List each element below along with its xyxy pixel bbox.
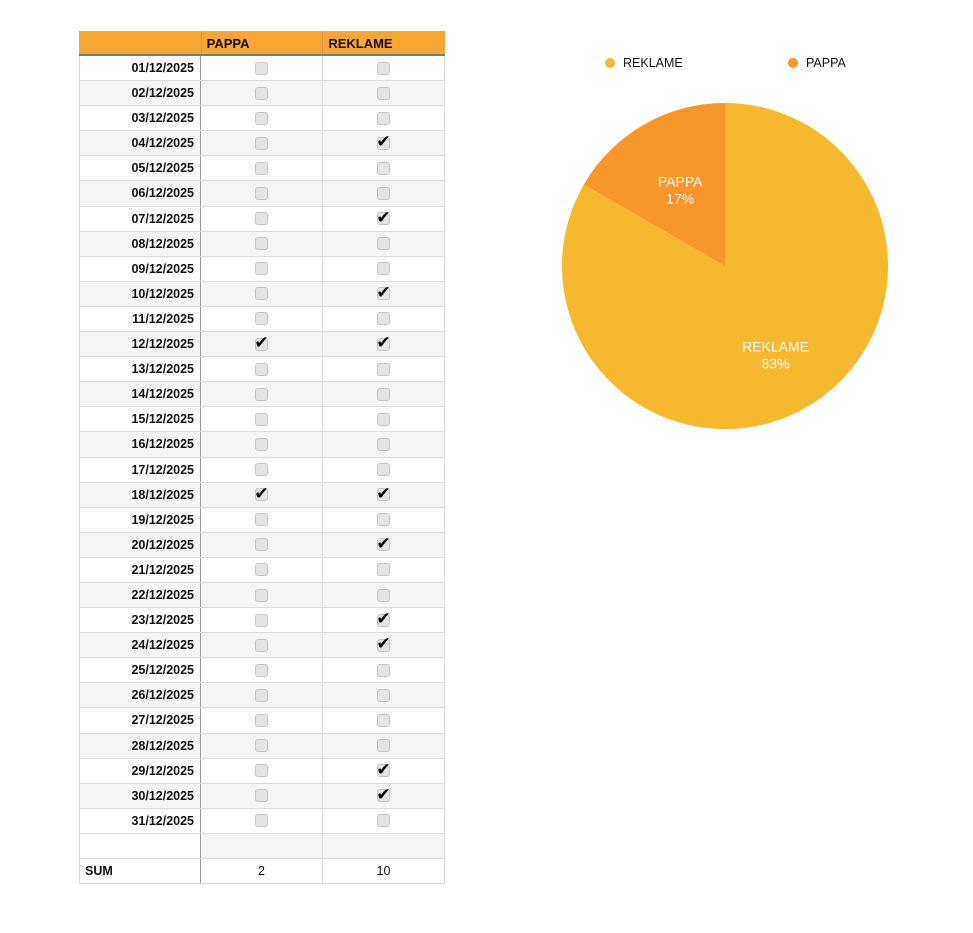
table-row-empty [79, 834, 445, 859]
pappa-checkbox[interactable] [255, 287, 268, 300]
table-header [79, 31, 445, 56]
reklame-checkbox-cell [323, 683, 445, 707]
table-body [79, 56, 445, 834]
reklame-checkbox-cell [323, 558, 445, 582]
reklame-checkbox-cell [323, 156, 445, 180]
pappa-checkbox[interactable] [255, 789, 268, 802]
slice-label-reklame-name: REKLAME [742, 338, 809, 355]
pappa-checkbox[interactable] [255, 87, 268, 100]
reklame-checkbox[interactable] [377, 814, 390, 827]
reklame-checkbox-cell [323, 207, 445, 231]
pappa-checkbox[interactable] [255, 814, 268, 827]
slice-label-pappa-name: PAPPA [657, 173, 703, 190]
header-cell-reklame[interactable]: REKLAME [328, 36, 393, 51]
reklame-checkbox-cell [323, 608, 445, 632]
pappa-checkbox-cell [201, 533, 323, 557]
pappa-checkbox[interactable] [255, 438, 268, 451]
pappa-checkbox-cell [201, 784, 323, 808]
pappa-checkbox[interactable] [255, 262, 268, 275]
pappa-checkbox[interactable] [255, 237, 268, 250]
checkmark-icon: ✔ [376, 784, 391, 804]
slice-label-pappa-percent: 17% [666, 190, 695, 207]
reklame-checkbox-cell [323, 357, 445, 381]
table-row [79, 608, 445, 633]
table-row [79, 583, 445, 608]
date-cell[interactable]: 23/12/2025 [79, 608, 201, 632]
date-cell[interactable]: 11/12/2025 [79, 307, 201, 331]
reklame-checkbox[interactable] [377, 262, 390, 275]
table-row [79, 382, 445, 407]
pappa-checkbox-cell [201, 759, 323, 783]
reklame-checkbox[interactable] [377, 463, 390, 476]
reklame-checkbox-cell [323, 407, 445, 431]
pappa-checkbox[interactable] [255, 363, 268, 376]
date-cell[interactable]: 29/12/2025 [79, 759, 201, 783]
checkmark-icon: ✔ [376, 132, 391, 152]
pappa-checkbox-cell [201, 282, 323, 306]
date-cell[interactable]: 10/12/2025 [79, 282, 201, 306]
date-cell[interactable]: 06/12/2025 [79, 181, 201, 205]
reklame-checkbox-cell [323, 332, 445, 356]
pappa-checkbox-cell [201, 232, 323, 256]
pappa-checkbox-cell [201, 734, 323, 758]
sum-pappa[interactable]: 2 [201, 859, 323, 883]
reklame-checkbox[interactable] [377, 388, 390, 401]
date-cell[interactable]: 16/12/2025 [79, 432, 201, 456]
reklame-checkbox-cell [323, 734, 445, 758]
checkmark-icon: ✔ [376, 333, 391, 353]
date-cell[interactable]: 08/12/2025 [79, 232, 201, 256]
reklame-checkbox-cell [323, 583, 445, 607]
table-row [79, 106, 445, 131]
reklame-checkbox[interactable] [377, 87, 390, 100]
table-row [79, 458, 445, 483]
pappa-checkbox-cell [201, 382, 323, 406]
pappa-checkbox-cell [201, 257, 323, 281]
date-cell[interactable]: 03/12/2025 [79, 106, 201, 130]
reklame-checkbox[interactable] [377, 363, 390, 376]
date-cell[interactable]: 01/12/2025 [79, 56, 201, 80]
reklame-checkbox[interactable] [377, 187, 390, 200]
table-row [79, 558, 445, 583]
header-cell-empty[interactable] [79, 31, 202, 54]
pappa-checkbox[interactable] [255, 664, 268, 677]
pappa-checkbox[interactable] [255, 312, 268, 325]
date-cell[interactable]: 04/12/2025 [79, 131, 201, 155]
date-cell[interactable]: 20/12/2025 [79, 533, 201, 557]
reklame-checkbox-cell [323, 106, 445, 130]
checkmark-icon: ✔ [376, 634, 391, 654]
reklame-checkbox-cell [323, 307, 445, 331]
pappa-checkbox[interactable] [255, 538, 268, 551]
reklame-checkbox-cell [323, 432, 445, 456]
table-row [79, 407, 445, 432]
pappa-checkbox-cell [201, 658, 323, 682]
table-row [79, 658, 445, 683]
pappa-checkbox[interactable] [255, 212, 268, 225]
pappa-checkbox-cell [201, 357, 323, 381]
date-cell[interactable]: 12/12/2025 [79, 332, 201, 356]
reklame-checkbox[interactable] [377, 664, 390, 677]
header-cell-pappa[interactable]: PAPPA [202, 31, 324, 54]
pappa-checkbox-cell [201, 181, 323, 205]
table-row [79, 307, 445, 332]
checkmark-icon: ✔ [376, 609, 391, 629]
pappa-checkbox-cell [201, 458, 323, 482]
sum-label[interactable]: SUM [79, 859, 201, 883]
reklame-checkbox-cell [323, 257, 445, 281]
table-row [79, 156, 445, 181]
pappa-checkbox[interactable] [255, 714, 268, 727]
pappa-checkbox[interactable] [255, 764, 268, 777]
table-row [79, 734, 445, 759]
pappa-checkbox[interactable] [255, 689, 268, 702]
date-cell[interactable]: 25/12/2025 [79, 658, 201, 682]
pappa-checkbox-cell [201, 432, 323, 456]
date-cell[interactable]: 17/12/2025 [79, 458, 201, 482]
date-cell[interactable]: 22/12/2025 [79, 583, 201, 607]
table-row [79, 207, 445, 232]
pappa-checkbox-cell [201, 608, 323, 632]
table-row [79, 282, 445, 307]
sum-row [79, 859, 445, 884]
reklame-checkbox[interactable] [377, 589, 390, 602]
date-cell[interactable]: 09/12/2025 [79, 257, 201, 281]
checkmark-icon: ✔ [376, 533, 391, 553]
table-row [79, 759, 445, 784]
reklame-checkbox-cell [323, 633, 445, 657]
reklame-checkbox[interactable] [377, 112, 390, 125]
pappa-checkbox[interactable] [255, 388, 268, 401]
date-cell[interactable]: 28/12/2025 [79, 734, 201, 758]
pappa-checkbox-cell [201, 708, 323, 732]
spreadsheet-table [79, 31, 445, 884]
reklame-checkbox-cell [323, 282, 445, 306]
date-cell[interactable]: 07/12/2025 [79, 207, 201, 231]
reklame-checkbox-cell [323, 483, 445, 507]
legend-swatch-reklame [605, 58, 615, 68]
date-cell[interactable]: 31/12/2025 [79, 809, 201, 833]
pappa-checkbox[interactable] [255, 513, 268, 526]
date-cell[interactable]: 13/12/2025 [79, 357, 201, 381]
reklame-checkbox-cell [323, 759, 445, 783]
date-cell[interactable]: 18/12/2025 [79, 483, 201, 507]
reklame-checkbox[interactable] [377, 714, 390, 727]
slice-label-reklame-percent: 83% [761, 355, 790, 372]
date-cell[interactable]: 19/12/2025 [79, 508, 201, 532]
pappa-checkbox[interactable] [255, 137, 268, 150]
pappa-checkbox[interactable] [255, 413, 268, 426]
table-row [79, 257, 445, 282]
reklame-checkbox[interactable] [377, 513, 390, 526]
table-row [79, 784, 445, 809]
reklame-checkbox-cell [323, 533, 445, 557]
table-row [79, 432, 445, 457]
pappa-checkbox[interactable] [255, 112, 268, 125]
pappa-checkbox-cell [201, 332, 323, 356]
checkmark-icon: ✔ [376, 283, 391, 303]
table-row [79, 232, 445, 257]
pappa-checkbox-cell [201, 508, 323, 532]
date-cell[interactable]: 30/12/2025 [79, 784, 201, 808]
date-cell[interactable]: 26/12/2025 [79, 683, 201, 707]
reklame-checkbox[interactable] [377, 162, 390, 175]
reklame-checkbox-cell [323, 809, 445, 833]
date-cell[interactable]: 21/12/2025 [79, 558, 201, 582]
checkmark-icon: ✔ [254, 333, 269, 353]
reklame-checkbox-cell [323, 232, 445, 256]
table-row [79, 332, 445, 357]
reklame-checkbox-cell [323, 131, 445, 155]
date-cell[interactable]: 15/12/2025 [79, 407, 201, 431]
checkmark-icon: ✔ [376, 759, 391, 779]
pappa-checkbox-cell [201, 483, 323, 507]
sum-reklame[interactable]: 10 [323, 859, 445, 883]
reklame-checkbox[interactable] [377, 689, 390, 702]
pappa-checkbox-cell [201, 407, 323, 431]
pappa-checkbox-cell [201, 81, 323, 105]
chart-legend [0, 56, 973, 74]
reklame-cell[interactable] [323, 834, 445, 858]
pappa-checkbox-cell [201, 207, 323, 231]
table-row [79, 683, 445, 708]
table-row [79, 633, 445, 658]
pappa-checkbox-cell [201, 131, 323, 155]
table-row [79, 181, 445, 206]
table-row [79, 131, 445, 156]
table-row [79, 357, 445, 382]
reklame-checkbox-cell [323, 181, 445, 205]
legend-label-reklame: REKLAME [623, 56, 683, 70]
pappa-checkbox[interactable] [255, 739, 268, 752]
pie-chart [562, 103, 888, 429]
reklame-checkbox-cell [323, 708, 445, 732]
date-cell[interactable]: 14/12/2025 [79, 382, 201, 406]
date-cell[interactable]: 27/12/2025 [79, 708, 201, 732]
pappa-checkbox-cell [201, 683, 323, 707]
pappa-checkbox-cell [201, 583, 323, 607]
table-row [79, 483, 445, 508]
table-row [79, 809, 445, 834]
date-cell[interactable]: 02/12/2025 [79, 81, 201, 105]
reklame-checkbox-cell [323, 784, 445, 808]
date-cell[interactable]: 05/12/2025 [79, 156, 201, 180]
reklame-checkbox[interactable] [377, 237, 390, 250]
checkmark-icon: ✔ [376, 483, 391, 503]
reklame-checkbox[interactable] [377, 739, 390, 752]
table-row [79, 508, 445, 533]
pappa-checkbox[interactable] [255, 589, 268, 602]
reklame-checkbox[interactable] [377, 563, 390, 576]
pappa-checkbox-cell [201, 106, 323, 130]
legend-label-pappa: PAPPA [806, 56, 846, 70]
date-cell[interactable] [79, 834, 201, 858]
legend-item-reklame[interactable] [605, 56, 683, 70]
reklame-checkbox[interactable] [377, 438, 390, 451]
checkmark-icon: ✔ [376, 207, 391, 227]
reklame-checkbox-cell [323, 658, 445, 682]
pappa-checkbox[interactable] [255, 639, 268, 652]
pappa-checkbox-cell [201, 558, 323, 582]
pappa-checkbox-cell [201, 156, 323, 180]
table-row [79, 708, 445, 733]
reklame-checkbox-cell [323, 458, 445, 482]
reklame-checkbox-cell [323, 382, 445, 406]
reklame-checkbox-cell [323, 508, 445, 532]
legend-swatch-pappa [788, 58, 798, 68]
table-row [79, 81, 445, 106]
pappa-checkbox[interactable] [255, 563, 268, 576]
table-row [79, 533, 445, 558]
pappa-cell[interactable] [201, 834, 323, 858]
date-cell[interactable]: 24/12/2025 [79, 633, 201, 657]
reklame-checkbox[interactable] [377, 312, 390, 325]
pappa-checkbox[interactable] [255, 187, 268, 200]
pappa-checkbox-cell [201, 809, 323, 833]
pappa-checkbox[interactable] [255, 463, 268, 476]
reklame-checkbox[interactable] [377, 413, 390, 426]
reklame-checkbox-cell [323, 81, 445, 105]
pappa-checkbox[interactable] [255, 614, 268, 627]
pappa-checkbox-cell [201, 633, 323, 657]
pappa-checkbox[interactable] [255, 162, 268, 175]
checkmark-icon: ✔ [254, 483, 269, 503]
pappa-checkbox-cell [201, 307, 323, 331]
legend-item-pappa[interactable] [788, 56, 846, 70]
